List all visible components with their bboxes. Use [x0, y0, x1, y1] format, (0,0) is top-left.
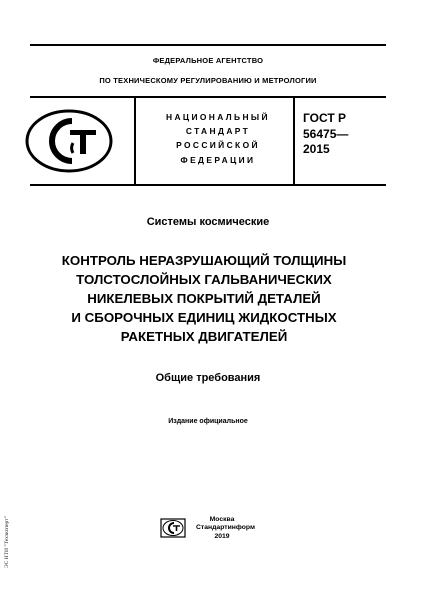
national-standard-label	[156, 110, 280, 167]
standard-designation	[303, 111, 348, 158]
main-title	[14, 251, 394, 346]
designation-line: ГОСТ Р	[303, 111, 347, 125]
standartinform-mark-icon	[160, 518, 186, 538]
main-title-line: И СБОРОЧНЫХ ЕДИНИЦ ЖИДКОСТНЫХ	[71, 310, 337, 325]
standard-type-line: СТАНДАРТ	[185, 126, 251, 137]
main-title-line: НИКЕЛЕВЫХ ПОКРЫТИЙ ДЕТАЛЕЙ	[87, 291, 321, 306]
publisher-line: Стандартинформ	[196, 524, 255, 532]
edition-label: Издание официальное	[168, 418, 248, 425]
publisher-line: 2019	[214, 532, 230, 540]
main-title-line: РАКЕТНЫХ ДВИГАТЕЛЕЙ	[120, 329, 288, 344]
agency-line-2: ПО ТЕХНИЧЕСКОМУ РЕГУЛИРОВАНИЮ И МЕТРОЛОГИИ	[99, 76, 317, 85]
bottom-header-rule	[30, 184, 386, 186]
requirements-heading: Общие требования	[155, 372, 261, 384]
gost-r-mark-icon	[24, 108, 114, 174]
publisher-line: Москва	[209, 516, 235, 523]
side-watermark-stamp: ЭС НТИ "Техэксперт"	[4, 516, 10, 568]
main-title-line: КОНТРОЛЬ НЕРАЗРУШАЮЩИЙ ТОЛЩИНЫ	[61, 253, 347, 268]
standard-type-line: НАЦИОНАЛЬНЫЙ	[166, 112, 270, 122]
standard-type-line: РОССИЙСКОЙ	[176, 140, 260, 151]
left-vertical-rule	[134, 96, 136, 184]
agency-line-1: ФЕДЕРАЛЬНОЕ АГЕНТСТВО	[152, 56, 264, 65]
designation-line: 2015	[303, 142, 330, 156]
subject-heading: Системы космические	[146, 216, 270, 228]
designation-line: 56475—	[303, 126, 349, 141]
standard-type-line: ФЕДЕРАЦИИ	[180, 154, 256, 165]
right-vertical-rule	[293, 96, 295, 184]
main-title-line: ТОЛСТОСЛОЙНЫХ ГАЛЬВАНИЧЕСКИХ	[76, 272, 332, 287]
publisher-imprint	[196, 516, 255, 541]
header-rule	[30, 96, 386, 98]
top-rule	[30, 44, 386, 46]
